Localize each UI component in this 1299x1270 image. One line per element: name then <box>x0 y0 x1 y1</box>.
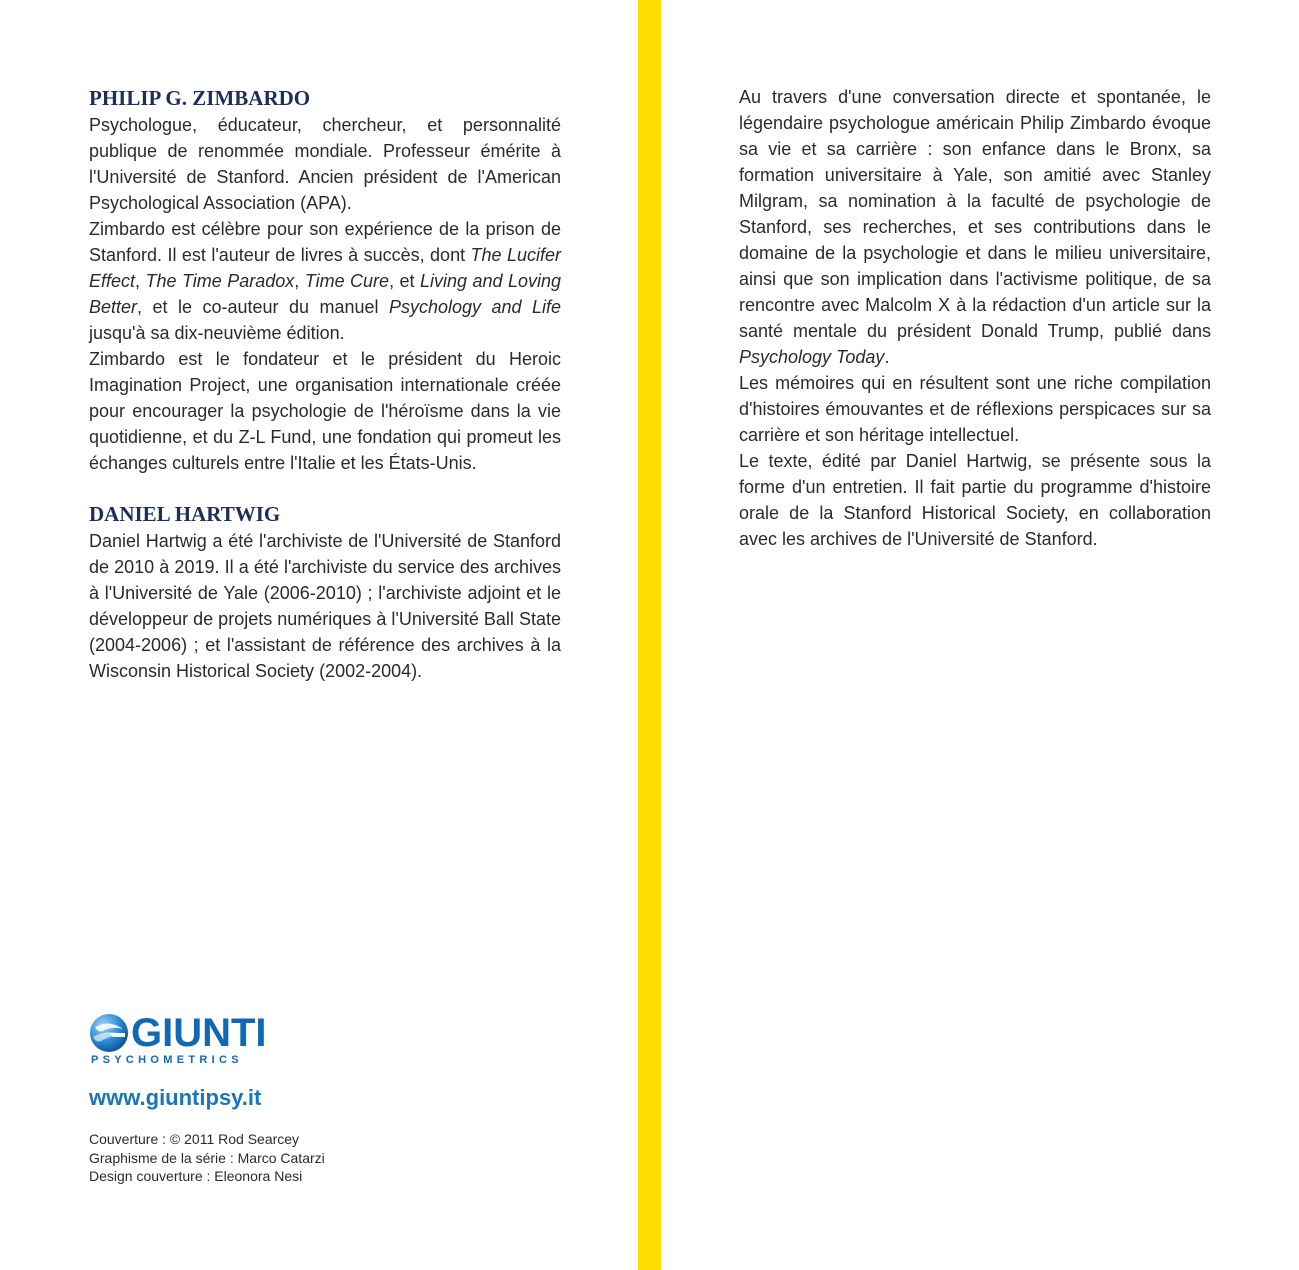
book-title: Psychology and Life <box>388 297 561 317</box>
left-column <box>89 84 561 684</box>
series-design-credit: Graphisme de la série : Marco Catarzi <box>89 1149 325 1166</box>
summary-paragraph-3: Le texte, édité par Daniel Hartwig, se présente sous la forme d'un entretien. Il fait partie du programme d'histoire orale de la Stanford Historical Society, en collaboration avec les archives de l'Université de Stanford. <box>739 451 1211 549</box>
book-title: The Time Paradox <box>145 271 295 291</box>
hartwig-bio-paragraph: Daniel Hartwig a été l'archiviste de l'Université de Stanford de 2010 à 2019. Il a été l'archiviste du service des archives à l'Université de Yale (2006-2010) ; l'archiviste adjoint et le développeur de projets numériques à l'Université Ball State (2004-2006) ; et l'assistant de référence des archives à la Wisconsin Historical Society (2002-2004). <box>89 531 561 681</box>
yellow-spine-bar <box>638 0 661 1270</box>
hartwig-heading: DANIEL HARTWIG <box>89 502 281 526</box>
summary-paragraph-1: Au travers d'une conversation directe et spontanée, le légendaire psychologue américain Philip Zimbardo évoque sa vie et sa carrière : son enfance dans le Bronx, sa formation universitaire à Yale, son amitié avec Stanley Milgram, sa nomination à la faculté de psychologie de Stanford, ses recherches, et ses contributions dans le domaine de la psychologie et dans le milieu universitaire, ainsi que son implication dans l'activisme politique, de sa rencontre avec Malcolm X à la rédaction d'un article sur la santé mentale du président Donald Trump, publié dans Psychology Today. <box>739 87 1211 367</box>
cover-design-credit: Design couverture : Eleonora Nesi <box>89 1168 303 1184</box>
zimbardo-bio-paragraph-2: Zimbardo est célèbre pour son expérience de la prison de Stanford. Il est l'auteur de livres à succès, dont The Lucifer Effect, The Time Paradox, Time Cure, et Living and Loving Better, et le co-auteur du manuel Psychology and Life jusqu'à sa dix-neuvième édition. <box>89 219 561 343</box>
magazine-title: Psychology Today <box>739 347 885 367</box>
credits-block <box>89 1130 325 1186</box>
book-title: Living and Loving Better <box>89 271 561 317</box>
book-title: Time Cure <box>304 271 390 291</box>
zimbardo-bio-paragraph-3: Zimbardo est le fondateur et le président du Heroic Imagination Project, une organisation internationale créée pour encourager la psychologie de l'héroïsme dans la vie quotidienne, et du Z-L Fund, une fondation qui promeut les échanges culturels entre l'Italie et les États-Unis. <box>89 349 561 473</box>
book-title: The Lucifer Effect <box>89 245 561 291</box>
giunti-globe-icon <box>89 1013 129 1053</box>
zimbardo-heading: PHILIP G. ZIMBARDO <box>89 86 311 110</box>
website-link[interactable]: www.giuntipsy.it <box>89 1085 262 1110</box>
giunti-wordmark: GIUNTI <box>131 1011 267 1055</box>
giunti-logo <box>89 1013 289 1069</box>
psychometrics-label: PSYCHOMETRICS <box>91 1054 243 1066</box>
right-column <box>739 84 1211 552</box>
summary-paragraph-2: Les mémoires qui en résultent sont une riche compilation d'histoires émouvantes et de réflexions perspicaces sur sa carrière et son héritage intellectuel. <box>739 373 1211 445</box>
cover-credit: Couverture : © 2011 Rod Searcey <box>89 1131 300 1147</box>
zimbardo-bio-paragraph-1: Psychologue, éducateur, chercheur, et personnalité publique de renommée mondiale. Professeur émérite à l'Université de Stanford. Ancien président de l'American Psychological Association (APA). <box>89 115 561 213</box>
